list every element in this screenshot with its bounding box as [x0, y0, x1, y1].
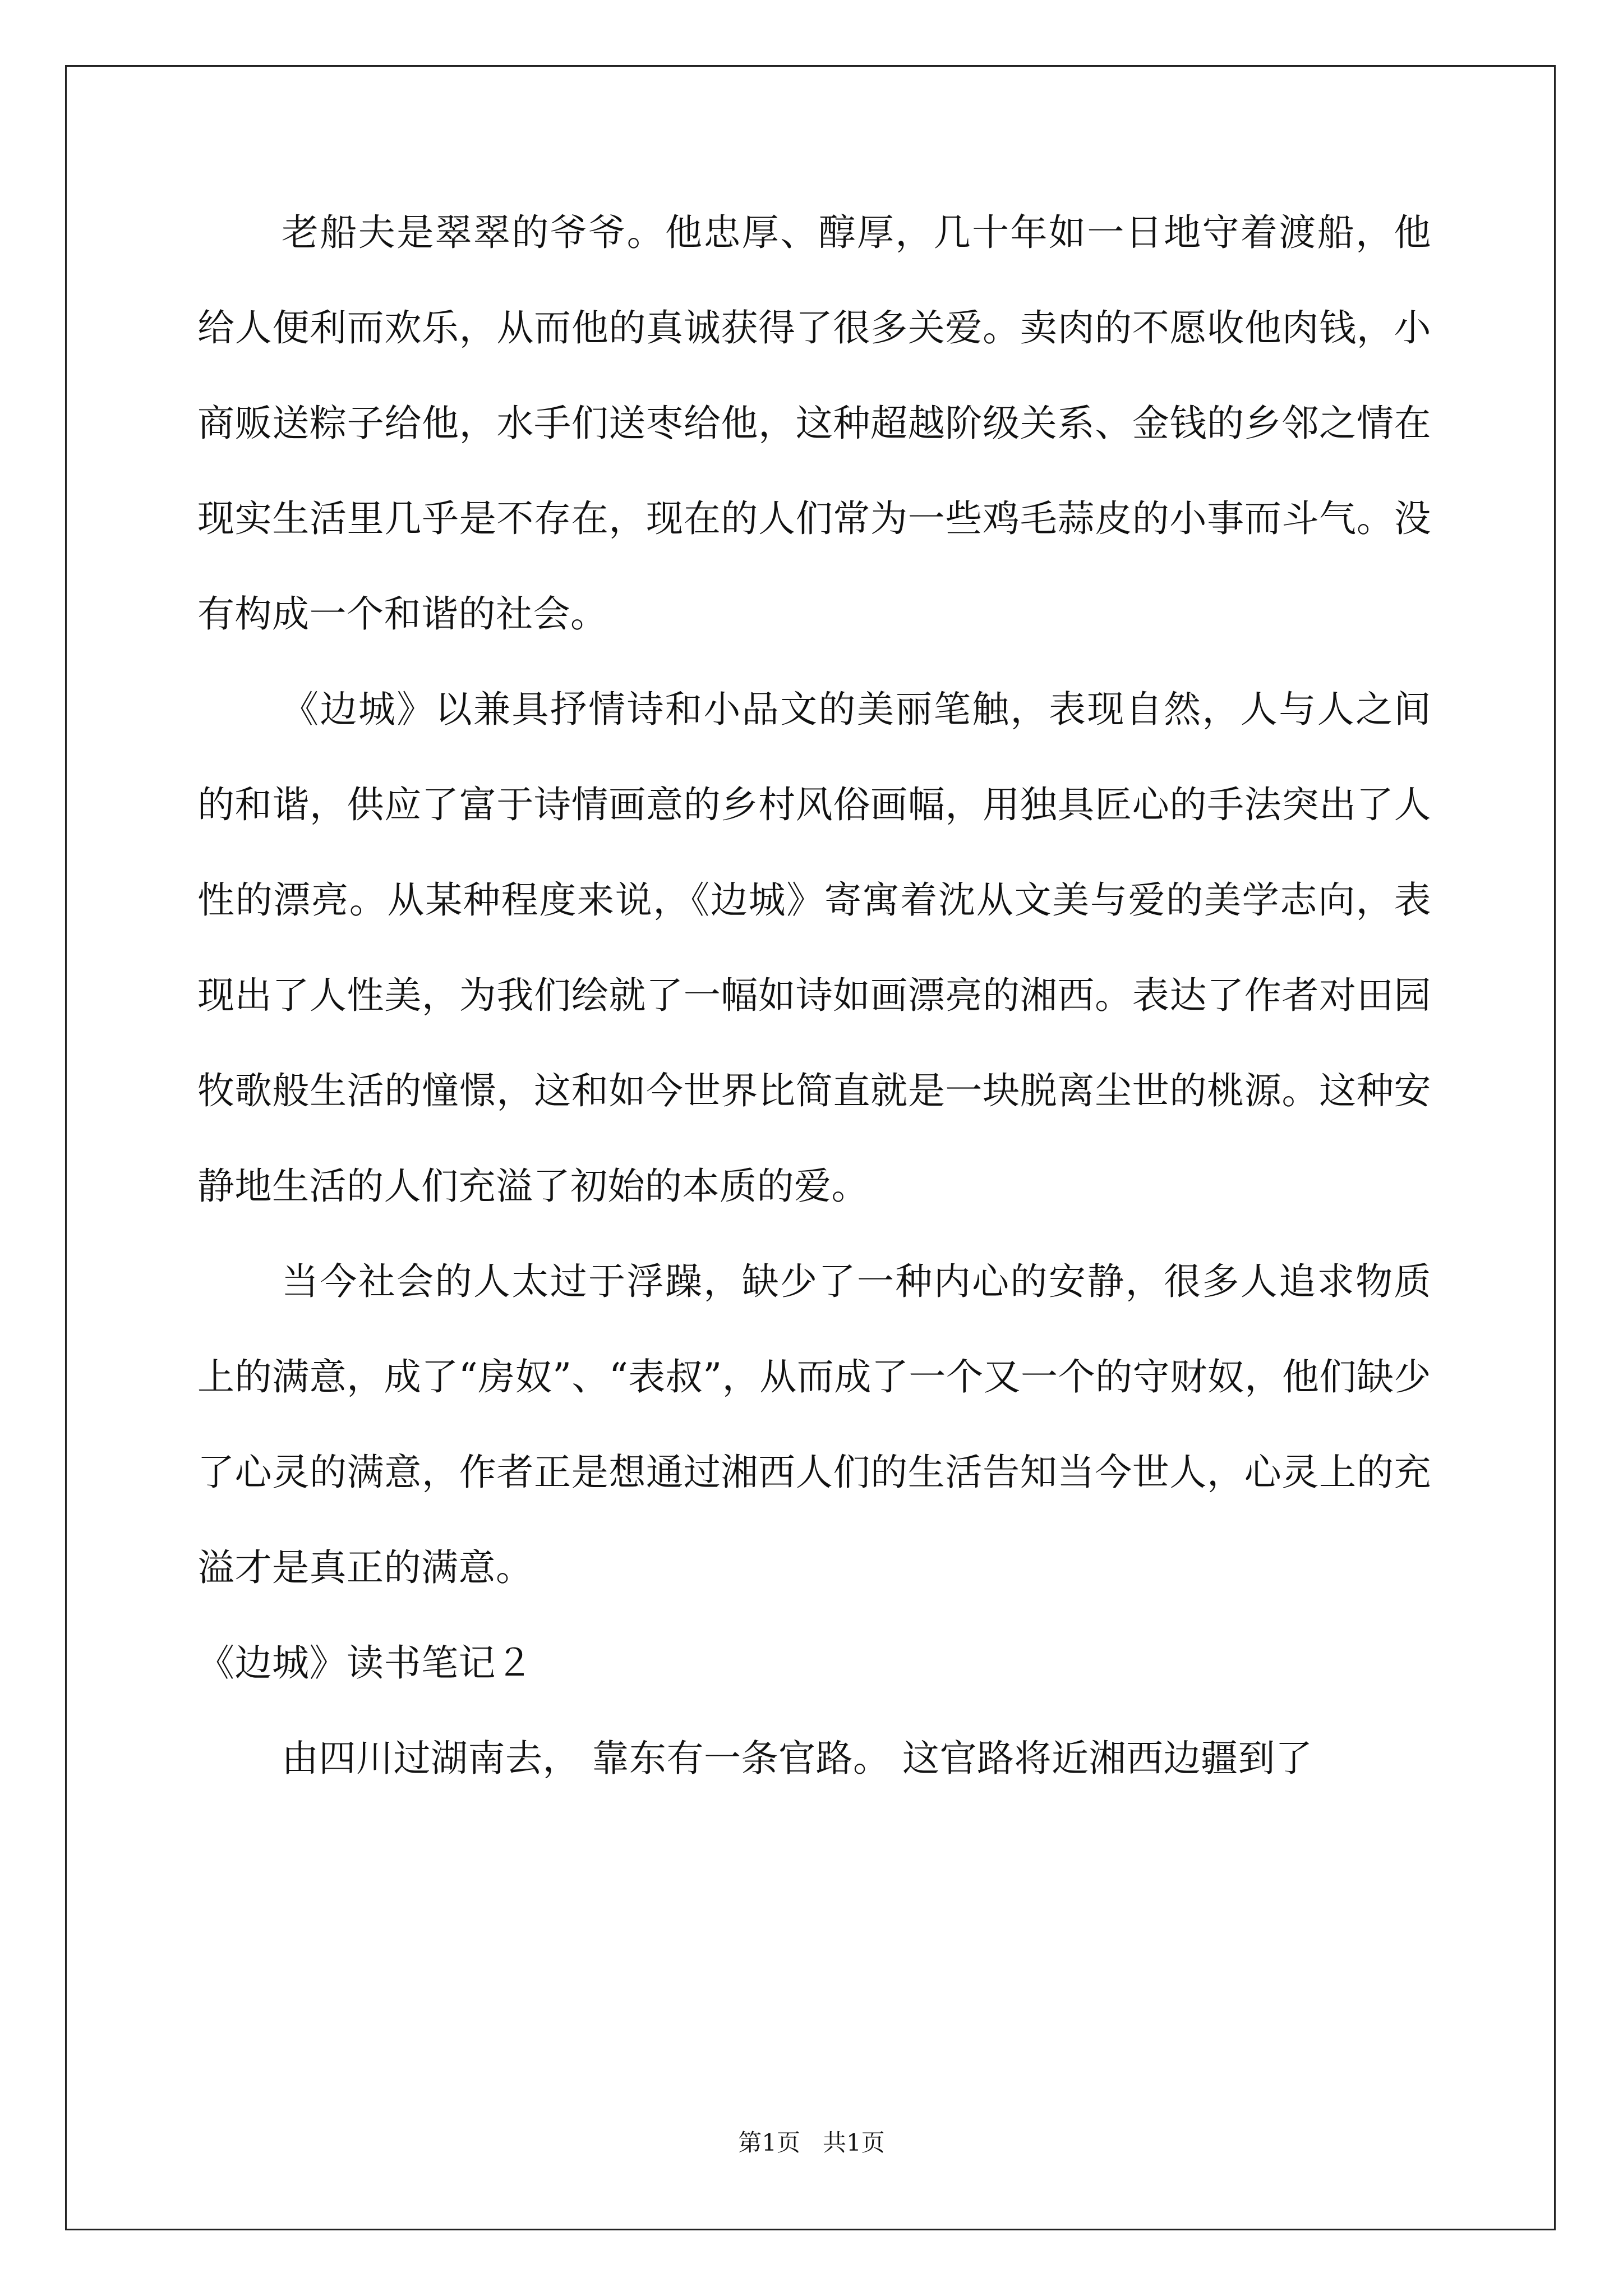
paragraph-4: 由四川过湖南去， 靠东有一条官路。 这官路将近湘西边疆到了: [282, 1737, 1313, 1780]
page-footer: [0, 2126, 1623, 2160]
document-body: [197, 185, 1431, 1806]
page-number-label: 第1页 共1页: [738, 2129, 885, 2156]
paragraph-1: 老船夫是翠翠的爷爷。他忠厚、醇厚，几十年如一日地守着渡船，他给人便利而欢乐，从而他的真诚获得了很多关爱。卖肉的不愿收他肉钱，小商贩送粽子给他，水手们送枣给他，这种超越阶级关系、金钱的乡邻之情在现实生活里几乎是不存在，现在的人们常为一些鸡毛蒜皮的小事而斗气。没有构成一个和谐的社会。: [197, 211, 1431, 636]
paragraph-3: 当今社会的人太过于浮躁，缺少了一种内心的安静，很多人追求物质上的满意，成了“房奴”、“表叔”，从而成了一个又一个的守财奴，他们缺少了心灵的满意，作者正是想通过湘西人们的生活告知当今世人，心灵上的充溢才是真正的满意。: [197, 1260, 1431, 1589]
paragraph-2: 《边城》以兼具抒情诗和小品文的美丽笔触，表现自然，人与人之间的和谐，供应了富于诗情画意的乡村风俗画幅，用独具匠心的手法突出了人性的漂亮。从某种程度来说，《边城》寄寓着沈从文美与爱的美学志向，表现出了人性美，为我们绘就了一幅如诗如画漂亮的湘西。表达了作者对田园牧歌般生活的憧憬，这和如今世界比简直就是一块脱离尘世的桃源。这种安静地生活的人们充溢了初始的本质的爱。: [197, 688, 1431, 1208]
section-heading: 《边城》读书笔记２: [197, 1641, 533, 1685]
